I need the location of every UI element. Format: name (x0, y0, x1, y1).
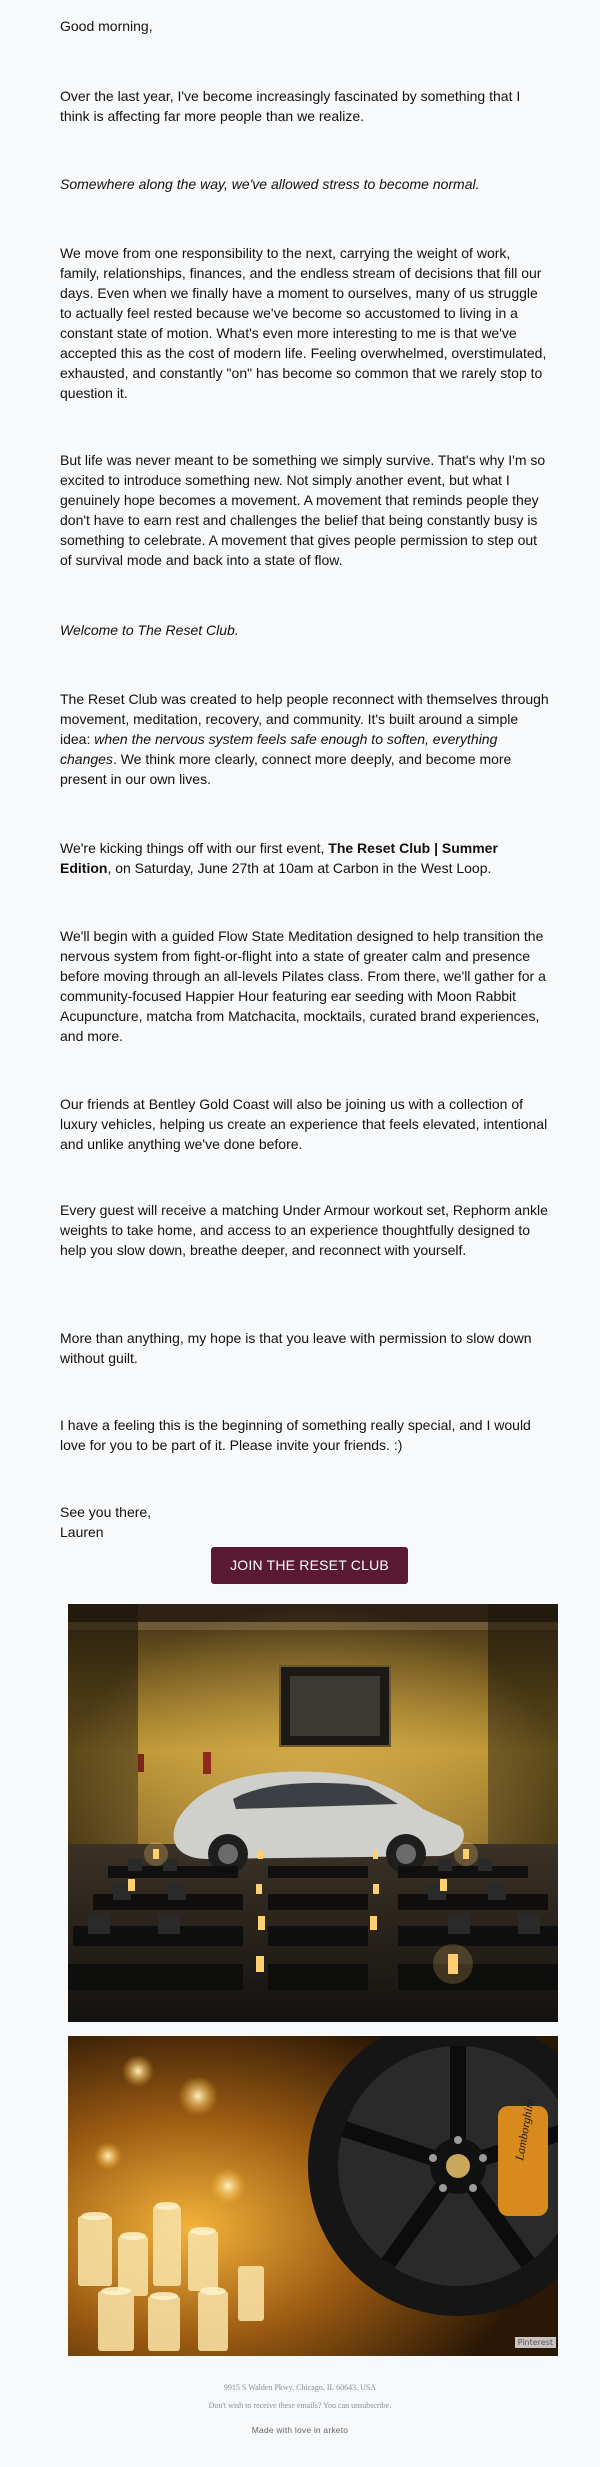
join-reset-club-button[interactable]: JOIN THE RESET CLUB (211, 1547, 408, 1584)
svg-text:Lamborghini: Lamborghini (512, 2097, 537, 2162)
event-text-tail: , on Saturday, June 27th at 10am at Carbon in the West Loop. (107, 860, 492, 876)
idea-text-tail: . We think more clearly, connect more deeply, and become more present in our own lives. (60, 751, 512, 787)
paragraph-intro: Over the last year, I've become increasingly fascinated by something that I think is affecting far more people than we realize. (60, 88, 521, 124)
paragraph-reset-club-idea (60, 689, 550, 789)
image-credit: Pinterest (515, 2337, 556, 2348)
event-text-lead: We're kicking things off with our first event, (60, 840, 329, 856)
event-venue-photo (68, 1604, 558, 2022)
paragraph-invite: I have a feeling this is the beginning of something really special, and I would love for you to be part of it. Please invite your friends. :) (60, 1417, 531, 1453)
paragraph-bentley: Our friends at Bentley Gold Coast will also be joining us with a collection of luxury vehicles, helping us create an experience that feels elevated, intentional and unlike anything we've done before. (60, 1096, 548, 1152)
candles-and-wheel-photo (68, 2036, 558, 2356)
footer-address: 9915 S Walden Pkwy, Chicago, IL 60643, USA (223, 2383, 377, 2392)
event-name: The Reset Club | Summer Edition (60, 840, 498, 876)
greeting: Good morning, (60, 18, 153, 34)
paragraph-stress-normal: Somewhere along the way, we've allowed stress to become normal. (60, 176, 480, 192)
email-body (8, 0, 592, 2348)
paragraph-movement: But life was never meant to be something we simply survive. That's why I'm so excited to introduce something new. Not simply another event, but what I genuinely hope becomes a movement. A movement that reminds people they don't have to earn rest and challenges the belief that being constantly busy is something to celebrate. A movement that gives people permission to step out of survival mode and back into a state of flow. (60, 452, 546, 568)
signature: Lauren (60, 1524, 104, 1540)
candles-illustration (68, 2036, 558, 2356)
idea-text-emphasis: when the nervous system feels safe enough to soften, everything changes (60, 731, 498, 767)
idea-text-lead: The Reset Club was created to help people reconnect with themselves through movement, meditation, recovery, and community. It's built around a simple idea: (60, 691, 549, 747)
signoff: See you there, (60, 1504, 152, 1520)
paragraph-first-event (60, 838, 550, 878)
made-with-love[interactable]: Made with love in arketo (251, 2425, 349, 2435)
paragraph-welcome: Welcome to The Reset Club. (60, 622, 239, 638)
paragraph-gifts: Every guest will receive a matching Under Armour workout set, Rephorm ankle weights to take home, and access to an experience thoughtfully designed to help you slow down, breathe deeper, and reconnect with yourself. (60, 1202, 548, 1258)
paragraph-agenda: We'll begin with a guided Flow State Meditation designed to help transition the nervous system from fight-or-flight into a state of greater calm and presence before moving through an all-levels Pilates class. From there, we'll gather for a community-focused Happier Hour featuring ear seeding with Moon Rabbit Acupuncture, matcha from Matchacita, mocktails, curated brand experiences, and more. (60, 928, 546, 1044)
paragraph-responsibilities: We move from one responsibility to the next, carrying the weight of work, family, relationships, finances, and the endless stream of decisions that fill our days. Even when we finally have a moment to ourselves, many of us struggle to actually feel rested because we've become so accustomed to living in a constant state of motion. What's even more interesting to me is that we've accepted this as the cost of modern life. Feeling overwhelmed, overstimulated, exhausted, and constantly "on" has become so common that we rarely stop to question it. (60, 245, 547, 401)
paragraph-hope: More than anything, my hope is that you leave with permission to slow down without guilt. (60, 1330, 532, 1366)
venue-illustration (68, 1604, 558, 2022)
unsubscribe-link[interactable]: Don't wish to receive these emails? You can unsubscribe. (208, 2401, 392, 2410)
